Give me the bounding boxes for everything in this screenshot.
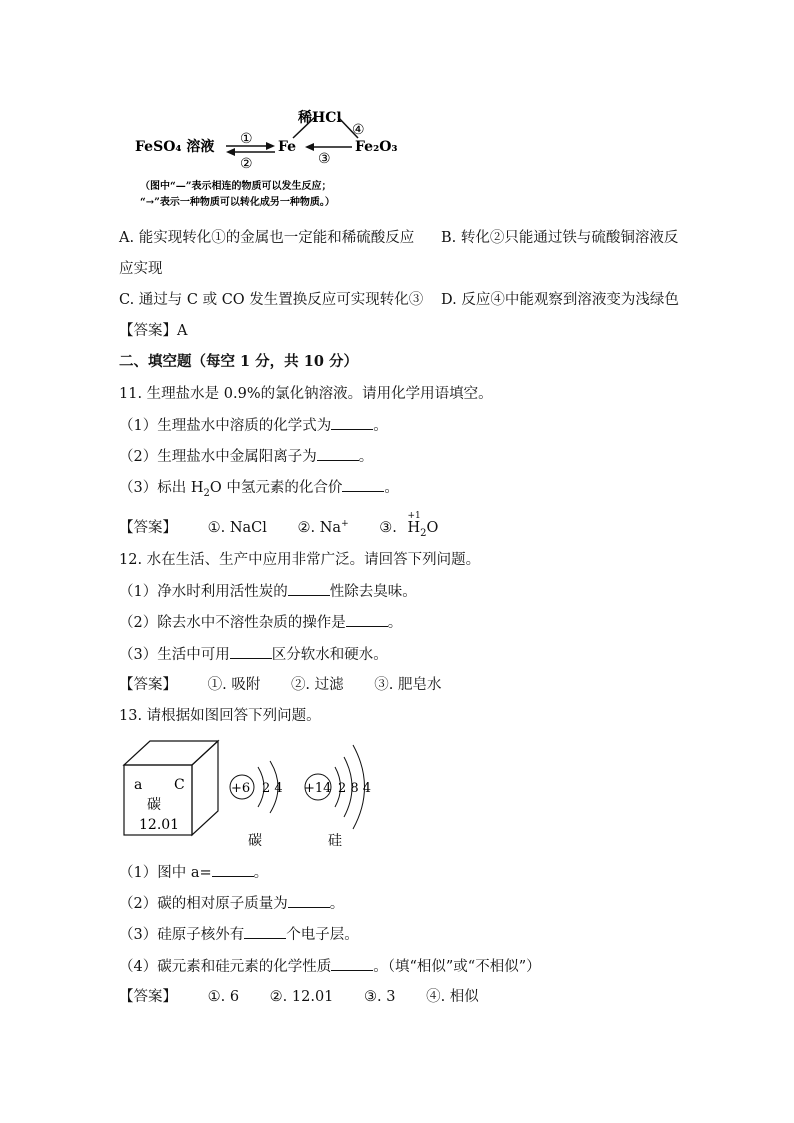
center-label: Fe (278, 139, 297, 155)
q11-part2 (119, 446, 373, 467)
valence-formula: +1 $H_2O$ (407, 518, 438, 544)
top-label: 稀HCl (298, 110, 342, 126)
q11-part3 (119, 477, 399, 504)
arrow-3-head (305, 143, 314, 151)
q12-ans2: ②. 过滤 (290, 677, 344, 693)
option-a: A. 能实现转化①的金属也一定能和稀硫酸反应 (119, 230, 415, 246)
answer-blank (244, 924, 286, 939)
q12-part1: （1）净水时利用活性炭的 性除去臭味。 (119, 581, 417, 602)
q11-ans1: ①. NaCl (207, 519, 267, 536)
carbon-electrons: 2 4 (262, 781, 283, 796)
q11-part1 (119, 415, 388, 436)
period: 。 (373, 418, 388, 434)
left-label: FeSO₄ 溶液 (135, 139, 215, 155)
answer-blank (288, 893, 330, 908)
silicon-electrons: 2 8 4 (338, 781, 372, 796)
label-3: ③ (318, 151, 331, 167)
note-2: “→”表示一种物质可以转化成另一种物质。） (140, 197, 335, 208)
cube-side-face (192, 741, 218, 835)
q13-ans3: ③. 3 (364, 989, 396, 1005)
q13-part3: （3）硅原子核外有 个电子层。 (119, 924, 359, 945)
arrow-2-head (226, 148, 235, 156)
right-label: Fe₂O₃ (355, 139, 398, 155)
q11-ans3: ③. (379, 519, 397, 536)
q11-part3-text-a: （3）标出 H (119, 480, 204, 496)
q13-part1: （1）图中 a= 。 (119, 862, 268, 883)
answer-label: 【答案】 (119, 677, 177, 693)
answer-blank (212, 862, 254, 877)
cube-symbol: C (174, 777, 185, 793)
q13-answer (119, 987, 479, 1007)
arrow-1-head (266, 142, 275, 150)
atom-figure (118, 735, 388, 855)
silicon-label: 硅 (328, 833, 342, 849)
answer-blank (331, 415, 373, 430)
q13-ans1: ①. 6 (207, 989, 240, 1005)
cube-atomic-mass: 12.01 (139, 817, 180, 833)
q12-part3: （3）生活中可用 区分软水和硬水。 (119, 644, 388, 665)
option-b: B. 转化②只能通过铁与硫酸铜溶液反 (441, 230, 679, 246)
q10-answer: 【答案】A (119, 323, 188, 339)
q12-ans3: ③. 肥皂水 (374, 677, 442, 693)
q12-part2: （2）除去水中不溶性杂质的操作是 。 (119, 612, 402, 633)
q11-part1-text: （1）生理盐水中溶质的化学式为 (119, 418, 332, 434)
answer-blank (346, 612, 388, 627)
silicon-nucleus: +14 (304, 781, 332, 796)
option-d: D. 反应④中能观察到溶液变为浅绿色 (441, 292, 679, 308)
q11-answer (119, 510, 439, 544)
cube-element-name: 碳 (147, 797, 161, 813)
label-2: ② (240, 156, 253, 172)
option-b-cont: 应实现 (119, 261, 163, 277)
note-1: （图中“—”表示相连的物质可以发生反应； (140, 181, 332, 192)
label-1: ① (240, 131, 253, 147)
q11-part2-text: （2）生理盐水中金属阳离子为 (119, 449, 317, 465)
label-4: ④ (352, 122, 365, 138)
carbon-label: 碳 (248, 833, 262, 849)
q13-ans4: ④. 相似 (426, 989, 479, 1005)
q13-ans2: ②. 12.01 (269, 989, 334, 1005)
answer-blank (288, 581, 330, 596)
q13-part4: （4）碳元素和硅元素的化学性质 。（填“相似”或“不相似”） (119, 956, 541, 977)
section-title: 二、填空题（每空 1 分，共 10 分） (119, 353, 358, 370)
q13-stem: 13. 请根据如图回答下列问题。 (119, 708, 321, 724)
period: 。 (384, 480, 399, 496)
answer-label: 【答案】 (119, 989, 177, 1005)
period: 。 (358, 449, 374, 465)
reaction-diagram (130, 100, 420, 215)
q12-answer (119, 675, 441, 695)
q12-stem: 12. 水在生活、生产中应用非常广泛。请回答下列问题。 (119, 552, 481, 568)
answer-blank (230, 644, 272, 659)
answer-blank (342, 477, 384, 492)
valence-charge: +1 (407, 510, 421, 521)
q12-ans1: ①. 吸附 (207, 677, 261, 693)
answer-blank (317, 446, 359, 461)
carbon-nucleus: +6 (231, 781, 251, 796)
cube-top-face (124, 741, 218, 765)
q11-part3-text-b: O 中氢元素的化合价 (209, 480, 343, 496)
answer-label: 【答案】 (119, 519, 177, 536)
q11-stem: 11. 生理盐水是 0.9%的氯化钠溶液。请用化学用语填空。 (119, 386, 493, 402)
q11-ans2: ②. Na+ (297, 519, 349, 536)
answer-blank (331, 956, 373, 971)
cube-atomic-number: a (134, 777, 143, 793)
option-c: C. 通过与 C 或 CO 发生置换反应可实现转化③ (119, 292, 424, 308)
subscript: 2 (203, 487, 210, 499)
q13-part2: （2）碳的相对原子质量为 。 (119, 893, 344, 914)
